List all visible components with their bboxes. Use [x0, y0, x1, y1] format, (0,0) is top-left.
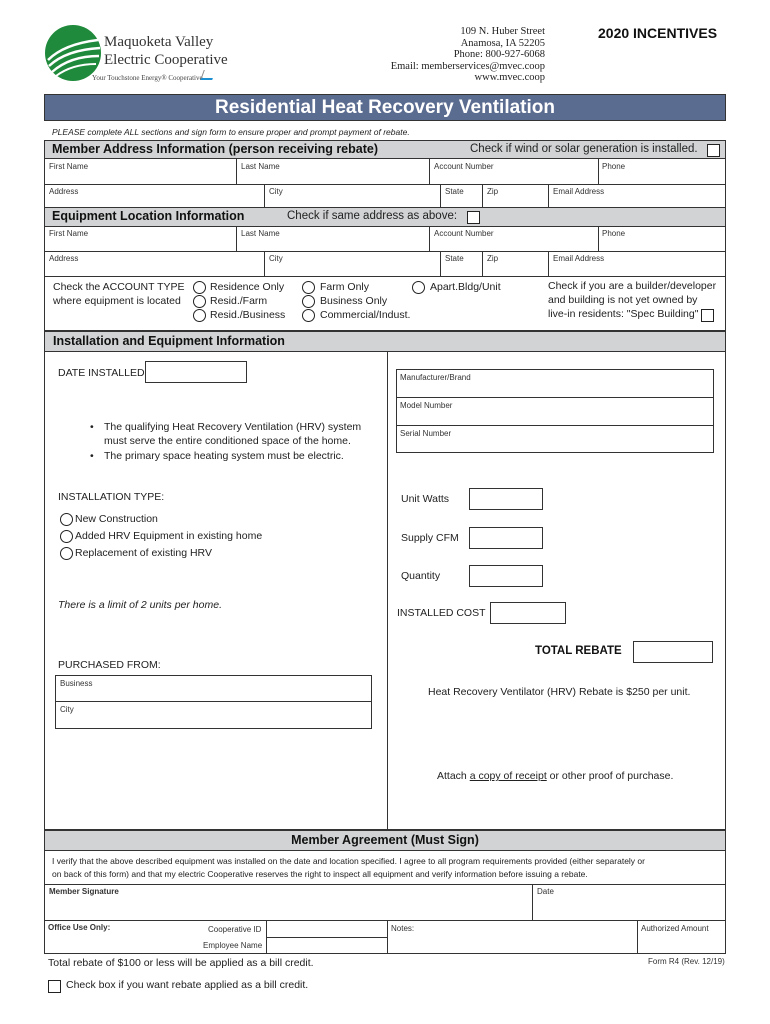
org-tagline: Your Touchstone Energy® Cooperative [92, 74, 203, 82]
installed-cost-label: INSTALLED COST [397, 607, 486, 619]
supply-cfm-label: Supply CFM [401, 532, 459, 544]
spec-building-checkbox[interactable] [701, 309, 714, 322]
builder-line3: live-in residents: "Spec Building" [548, 308, 699, 320]
location-zip-field[interactable]: Zip [487, 254, 499, 263]
attach-post: or other proof of purchase. [546, 770, 674, 782]
manufacturer-field[interactable]: Manufacturer/Brand [400, 373, 471, 382]
radio-farm-only[interactable] [302, 281, 315, 294]
location-first-name-field[interactable]: First Name [49, 229, 89, 238]
form-year: 2020 INCENTIVES [598, 25, 718, 41]
instruction: PLEASE complete ALL sections and sign form to ensure proper and prompt payment of rebate. [52, 127, 410, 137]
account-type-label-line2: where equipment is located [53, 295, 181, 307]
org-name-line2: Electric Cooperative [104, 52, 228, 68]
unit-watts-input[interactable] [469, 488, 543, 510]
purchase-business-field[interactable]: Business [60, 679, 93, 688]
location-email-field[interactable]: Email Address [553, 254, 605, 263]
org-contact [380, 26, 545, 84]
page-title: Residential Heat Recovery Ventilation [214, 97, 555, 118]
builder-line2: and building is not yet owned by [548, 294, 698, 306]
radio-residence-only[interactable] [193, 281, 206, 294]
attach-pre: Attach [437, 770, 470, 782]
quantity-input[interactable] [469, 565, 543, 587]
type-added-hrv: Added HRV Equipment in existing home [75, 530, 263, 542]
member-city-field[interactable]: City [269, 187, 283, 196]
radio-commercial[interactable] [302, 309, 315, 322]
opt-business-only: Business Only [320, 295, 388, 307]
type-new-construction: New Construction [75, 513, 158, 525]
radio-added-hrv[interactable] [60, 530, 73, 543]
member-state-field[interactable]: State [445, 187, 464, 196]
title-bar [44, 94, 726, 121]
purchased-from-box [55, 675, 372, 729]
radio-resid-business[interactable] [193, 309, 206, 322]
office-use-label: Office Use Only: [48, 923, 111, 932]
agreement-heading: Member Agreement (Must Sign) [291, 833, 479, 847]
org-phone: Phone: 800-927-6068 [453, 49, 545, 60]
total-rebate-input[interactable] [633, 641, 713, 663]
member-phone-field[interactable]: Phone [602, 162, 626, 171]
bill-credit-checkbox[interactable] [48, 980, 61, 993]
same-address-label: Check if same address as above: [287, 210, 458, 222]
signature-date-field[interactable]: Date [537, 887, 554, 896]
bullet-2: • [90, 450, 94, 462]
installation-heading: Installation and Equipment Information [53, 334, 285, 348]
radio-resid-farm[interactable] [193, 295, 206, 308]
supply-cfm-input[interactable] [469, 527, 543, 549]
quantity-label: Quantity [401, 570, 441, 582]
radio-replacement[interactable] [60, 547, 73, 560]
notes-field: Notes: [391, 924, 415, 933]
bullet-1: • [90, 421, 94, 433]
form-number: Form R4 (Rev. 12/19) [648, 957, 725, 966]
org-website: www.mvec.coop [474, 72, 545, 83]
cooperative-id-label: Cooperative ID [208, 925, 262, 934]
wind-solar-label: Check if wind or solar generation is installed. [470, 143, 698, 155]
date-installed-input[interactable] [145, 361, 247, 383]
builder-line1: Check if you are a builder/developer [548, 280, 717, 292]
installation-type-label: INSTALLATION TYPE: [58, 491, 165, 503]
member-first-name-field[interactable]: First Name [49, 162, 89, 171]
bullet2-text: The primary space heating system must be electric. [104, 450, 344, 462]
member-last-name-field[interactable]: Last Name [241, 162, 280, 171]
org-email: Email: memberservices@mvec.coop [390, 60, 545, 72]
receipt-link[interactable]: a copy of receipt [469, 770, 547, 782]
bullet1-line1: The qualifying Heat Recovery Ventilation (HRV) system [104, 421, 362, 433]
location-account-field[interactable]: Account Number [434, 229, 494, 238]
date-installed-label: DATE INSTALLED [58, 367, 145, 379]
opt-resid-business: Resid./Business [210, 309, 286, 321]
location-city-field[interactable]: City [269, 254, 283, 263]
purchase-city-field[interactable]: City [60, 705, 74, 714]
type-replacement: Replacement of existing HRV [75, 547, 212, 559]
touchstone-icon [200, 70, 216, 80]
unit-watts-label: Unit Watts [401, 493, 450, 505]
installed-cost-input[interactable] [490, 602, 566, 624]
radio-business-only[interactable] [302, 295, 315, 308]
total-rebate-label: TOTAL REBATE [535, 645, 622, 657]
opt-commercial: Commercial/Indust. [320, 309, 411, 321]
same-address-checkbox[interactable] [467, 211, 480, 224]
bill-credit-checkbox-label: Check box if you want rebate applied as a bill credit. [66, 979, 309, 991]
model-field[interactable]: Model Number [400, 401, 453, 410]
org-name-line1: Maquoketa Valley [104, 34, 214, 50]
agreement-line1: I verify that the above described equipment was installed on the date and location specified. I agree to all program requirements provided (either separately or [52, 856, 645, 866]
opt-farm-only: Farm Only [320, 281, 370, 293]
member-signature-field[interactable]: Member Signature [49, 887, 119, 896]
attach-note [437, 770, 673, 782]
rebate-note: Heat Recovery Ventilator (HRV) Rebate is $250 per unit. [428, 686, 691, 698]
serial-field[interactable]: Serial Number [400, 429, 452, 438]
location-state-field[interactable]: State [445, 254, 464, 263]
limit-note: There is a limit of 2 units per home. [58, 599, 222, 611]
opt-residence-only: Residence Only [210, 281, 285, 293]
opt-resid-farm: Resid./Farm [210, 295, 268, 307]
location-last-name-field[interactable]: Last Name [241, 229, 280, 238]
opt-apart-bldg: Apart.Bldg/Unit [430, 281, 501, 293]
org-address-line2: Anamosa, IA 52205 [460, 37, 545, 49]
account-type-label-line1: Check the ACCOUNT TYPE [53, 281, 185, 293]
member-heading: Member Address Information (person receiving rebate) [52, 142, 379, 156]
employee-name-label: Employee Name [203, 941, 263, 950]
bill-credit-note: Total rebate of $100 or less will be applied as a bill credit. [48, 957, 314, 969]
org-address-line1: 109 N. Huber Street [460, 26, 545, 37]
radio-new-construction[interactable] [60, 513, 73, 526]
member-email-field[interactable]: Email Address [553, 187, 605, 196]
member-address-field[interactable]: Address [49, 187, 79, 196]
location-phone-field[interactable]: Phone [602, 229, 626, 238]
location-heading: Equipment Location Information [52, 209, 245, 223]
authorized-amount-field: Authorized Amount [641, 924, 709, 933]
bullet1-line2: must serve the entire conditioned space of the home. [104, 435, 351, 447]
member-zip-field[interactable]: Zip [487, 187, 499, 196]
wind-solar-checkbox[interactable] [707, 144, 720, 157]
location-address-field[interactable]: Address [49, 254, 79, 263]
agreement-line2: on back of this form) and that my electric Cooperative reserves the right to inspect all equipment and verify information before issuing a rebate. [52, 869, 588, 879]
radio-apart-bldg[interactable] [412, 281, 425, 294]
purchased-from-label: PURCHASED FROM: [58, 659, 161, 671]
member-account-field[interactable]: Account Number [434, 162, 494, 171]
